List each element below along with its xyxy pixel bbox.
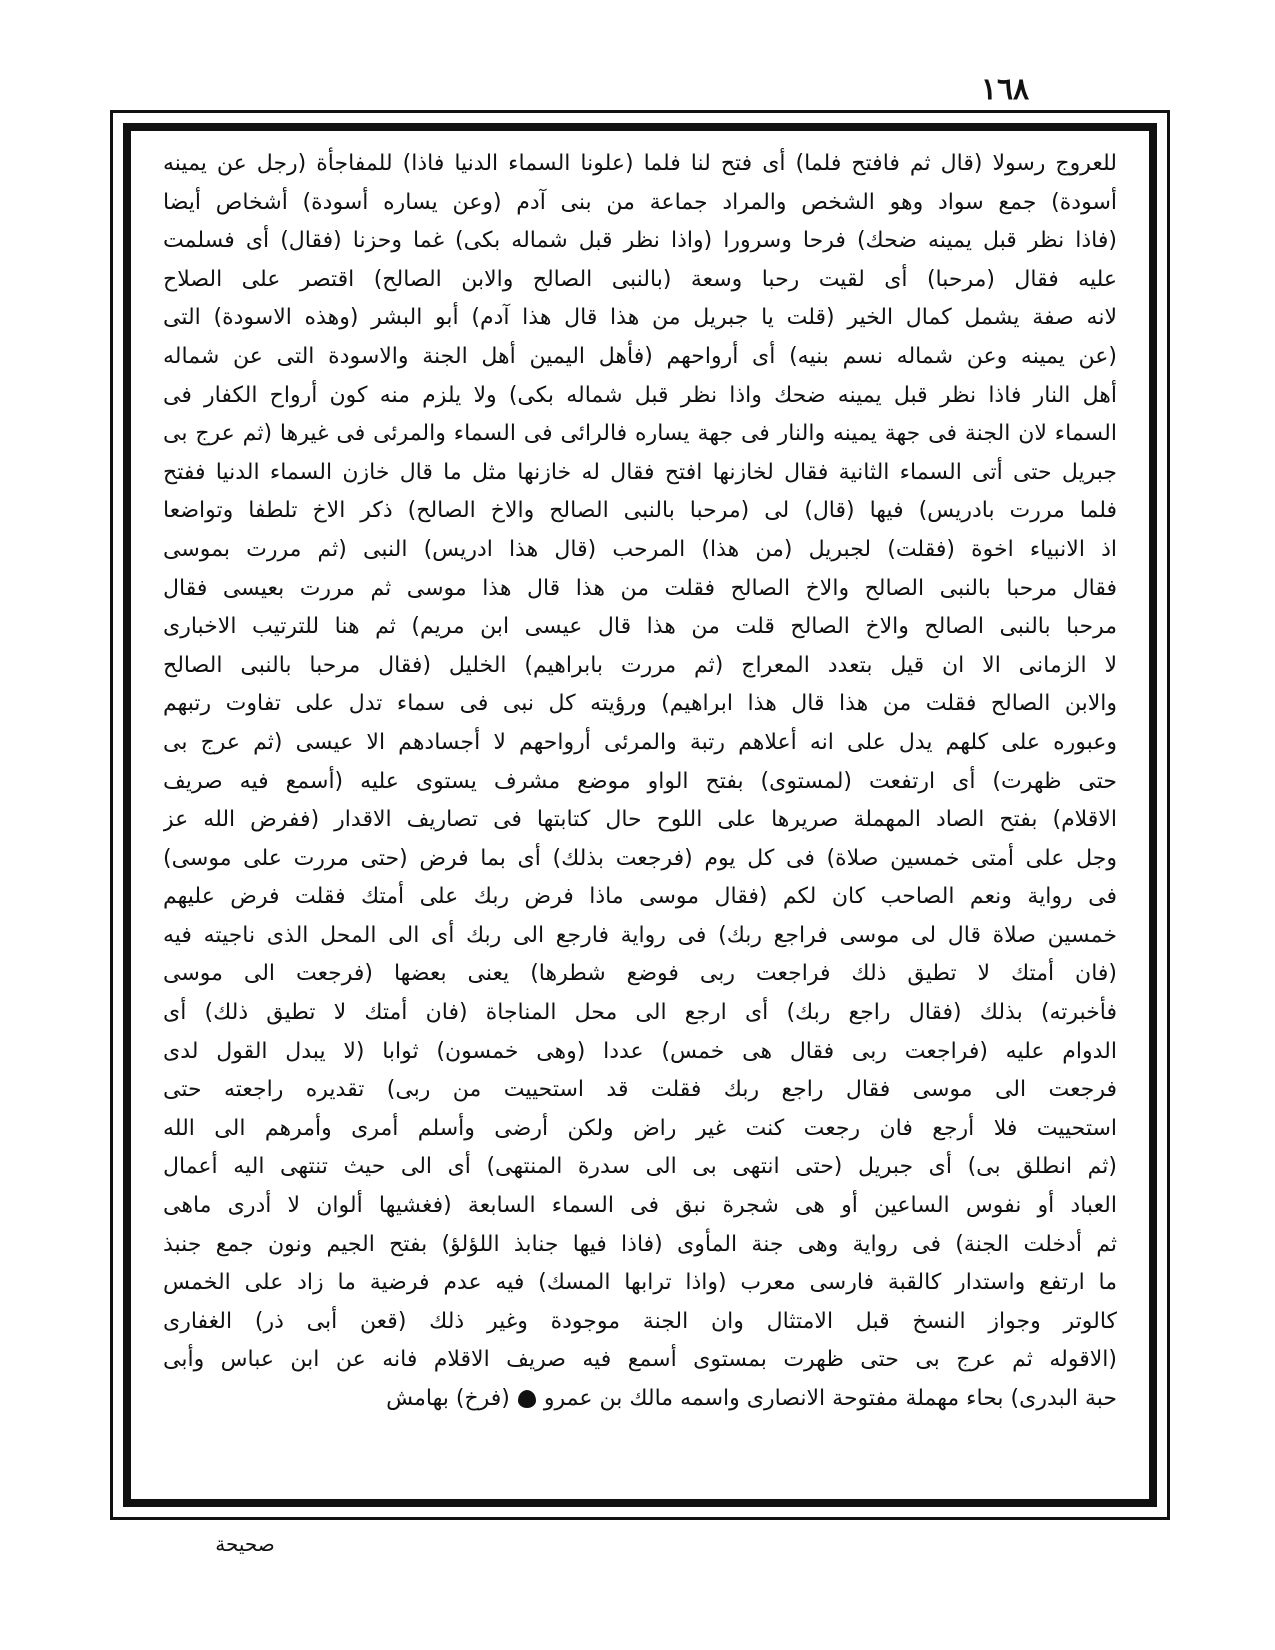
text-line: (عن يمينه وعن شماله نسم بنيه) أى أرواحهم (فأهل اليمين أهل الجنة والاسودة التى عن شماله: [163, 343, 1117, 369]
text-line: والابن الصالح فقلت من هذا قال هذا ابراهيم) ورؤيته كل نبى فى سماء تدل على تفاوت رتبهم: [163, 691, 1117, 717]
text-line: فرجعت الى موسى فقال راجع ربك فقلت قد استحييت من ربى) تقديره راجعته حتى: [163, 1077, 1117, 1103]
text-line: ثم أدخلت الجنة) فى رواية وهى جنة المأوى (فاذا فيها جنابذ اللؤلؤ) بفتح الجيم ونون جمع جنبذ: [163, 1231, 1117, 1257]
main-text: [163, 145, 1117, 1419]
text-line: ما ارتفع واستدار كالقبة فارسى معرب (واذا ترابها المسك) فيه عدم فرضية ما زاد على الخمس: [163, 1270, 1117, 1296]
page-border-outer: [110, 110, 1170, 1520]
text-line: اذ الانبياء اخوة (فقلت) لجبريل (من هذا) المرحب (قال هذا ادريس) النبى (ثم مررت بموسى: [163, 536, 1117, 562]
text-line: أهل النار فاذا نظر قبل يمينه ضحك واذا نظر قبل شماله بكى) ولا يلزم منه كون أرواح الكفار فى: [163, 382, 1117, 408]
text-line: (ثم انطلق بى) أى جبريل (حتى انتهى بى الى سدرة المنتهى) أى الى حيث تنتهى اليه أعمال: [163, 1154, 1117, 1180]
text-line: فقال مرحبا بالنبى الصالح والاخ الصالح فقلت من هذا قال هذا موسى ثم مررت بعيسى فقال: [163, 575, 1117, 601]
text-line: فلما مررت بادريس) فيها (قال) لى (مرحبا بالنبى الصالح والاخ الصالح) ذكر الاخ تلطفا وتواضعا: [163, 498, 1117, 524]
flower-ornament-icon: [518, 1390, 536, 1408]
text-line: استحييت فلا أرجع فان رجعت كنت غير راض ولكن أرضى وأسلم أمرى وأمرهم الى الله: [163, 1115, 1117, 1141]
text-line: مرحبا بالنبى الصالح والاخ الصالح قلت من هذا قال عيسى ابن مريم) ثم هنا للترتيب الاخبارى: [163, 614, 1117, 640]
text-line: العباد أو نفوس الساعين أو هى شجرة نبق فى السماء السابعة (فغشيها ألوان لا أدرى ماهى: [163, 1193, 1117, 1219]
text-line: عليه فقال (مرحبا) أى لقيت رحبا وسعة (بالنبى الصالح والابن الصالح) اقتصر على الصلاح: [163, 266, 1117, 292]
text-line: حتى ظهرت) أى ارتفعت (لمستوى) بفتح الواو موضع مشرف يستوى عليه (أسمع فيه صريف: [163, 768, 1117, 794]
text-line: فى رواية ونعم الصاحب كان لكم (فقال موسى ماذا فرض ربك على أمتك فقلت فرض عليهم: [163, 884, 1117, 910]
text-line: (فاذا نظر قبل يمينه ضحك) فرحا وسرورا (واذا نظر قبل شماله بكى) غما وحزنا (فقال) أى فسلمت: [163, 228, 1117, 254]
text-line: (الاقوله ثم عرج بى حتى ظهرت بمستوى أسمع فيه صريف الاقلام فانه عن ابن عباس وأبى: [163, 1347, 1117, 1373]
text-line: (فان أمتك لا تطيق ذلك فراجعت ربى فوضع شطرها) يعنى بعضها (فرجعت الى موسى: [163, 961, 1117, 987]
text-line: فأخبرته) بذلك (فقال راجع ربك) أى ارجع الى محل المناجاة (فان أمتك لا تطيق ذلك) أى: [163, 1000, 1117, 1026]
text-line: جبريل حتى أتى السماء الثانية فقال لخازنها افتح فقال له خازنها مثل ما قال خازن السماء الدنيا ففتح: [163, 459, 1117, 485]
text-line: لانه صفة يشمل كمال الخير (قلت يا جبريل من هذا قال هذا آدم) أبو البشر (وهذه الاسودة) التى: [163, 305, 1117, 331]
page-number: ١٦٨: [980, 72, 1030, 107]
catchword: صحيحة: [215, 1532, 275, 1556]
text-line: كالوتر وجواز النسخ قبل الامتثال وان الجنة موجودة وغير ذلك (قعن أبى ذر) الغفارى: [163, 1308, 1117, 1334]
text-line: للعروج رسولا (قال ثم فافتح فلما) أى فتح لنا فلما (علونا السماء الدنيا فاذا) للمفاجأة (رجل عن يمينه: [163, 151, 1117, 176]
text-line: وعبوره على كلهم يدل على انه أعلاهم رتبة والمرئى أرواحهم لا أجسادهم الا عيسى (ثم عرج بى: [163, 729, 1117, 755]
page-border-inner: [123, 123, 1157, 1507]
text-line-last: [163, 1380, 1117, 1419]
text-line: لا الزمانى الا ان قيل بتعدد المعراج (ثم مررت بابراهيم) الخليل (فقال مرحبا بالنبى الصالح: [163, 652, 1117, 678]
margin-note-mark: (فرخ) بهامش: [386, 1386, 510, 1411]
text-line: أسودة) جمع سواد وهو الشخص والمراد جماعة من بنى آدم (وعن يساره أسودة) أشخاص أيضا: [163, 189, 1117, 215]
text-line: السماء لان الجنة فى جهة يمينه والنار فى جهة يساره فالرائى فى السماء والمرئى فى غيرها (ثم عرج بى: [163, 421, 1117, 447]
last-line-text: حبة البدرى) بحاء مهملة مفتوحة الانصارى واسمه مالك بن عمرو: [543, 1386, 1117, 1411]
text-line: الدوام عليه (فراجعت ربى فقال هى خمس) عددا (وهى خمسون) ثوابا (لا يبدل القول لدى: [163, 1038, 1117, 1064]
text-line: الاقلام) بفتح الصاد المهملة صريرها على اللوح حال كتابتها فى تصاريف الاقدار (ففرض الله عز: [163, 807, 1117, 833]
text-line: خمسين صلاة قال لى موسى فراجع ربك) فى رواية فارجع الى ربك أى الى المحل الذى ناجيته فيه: [163, 922, 1117, 948]
text-line: وجل على أمتى خمسين صلاة) فى كل يوم (فرجعت بذلك) أى بما فرض (حتى مررت على موسى): [163, 845, 1117, 871]
